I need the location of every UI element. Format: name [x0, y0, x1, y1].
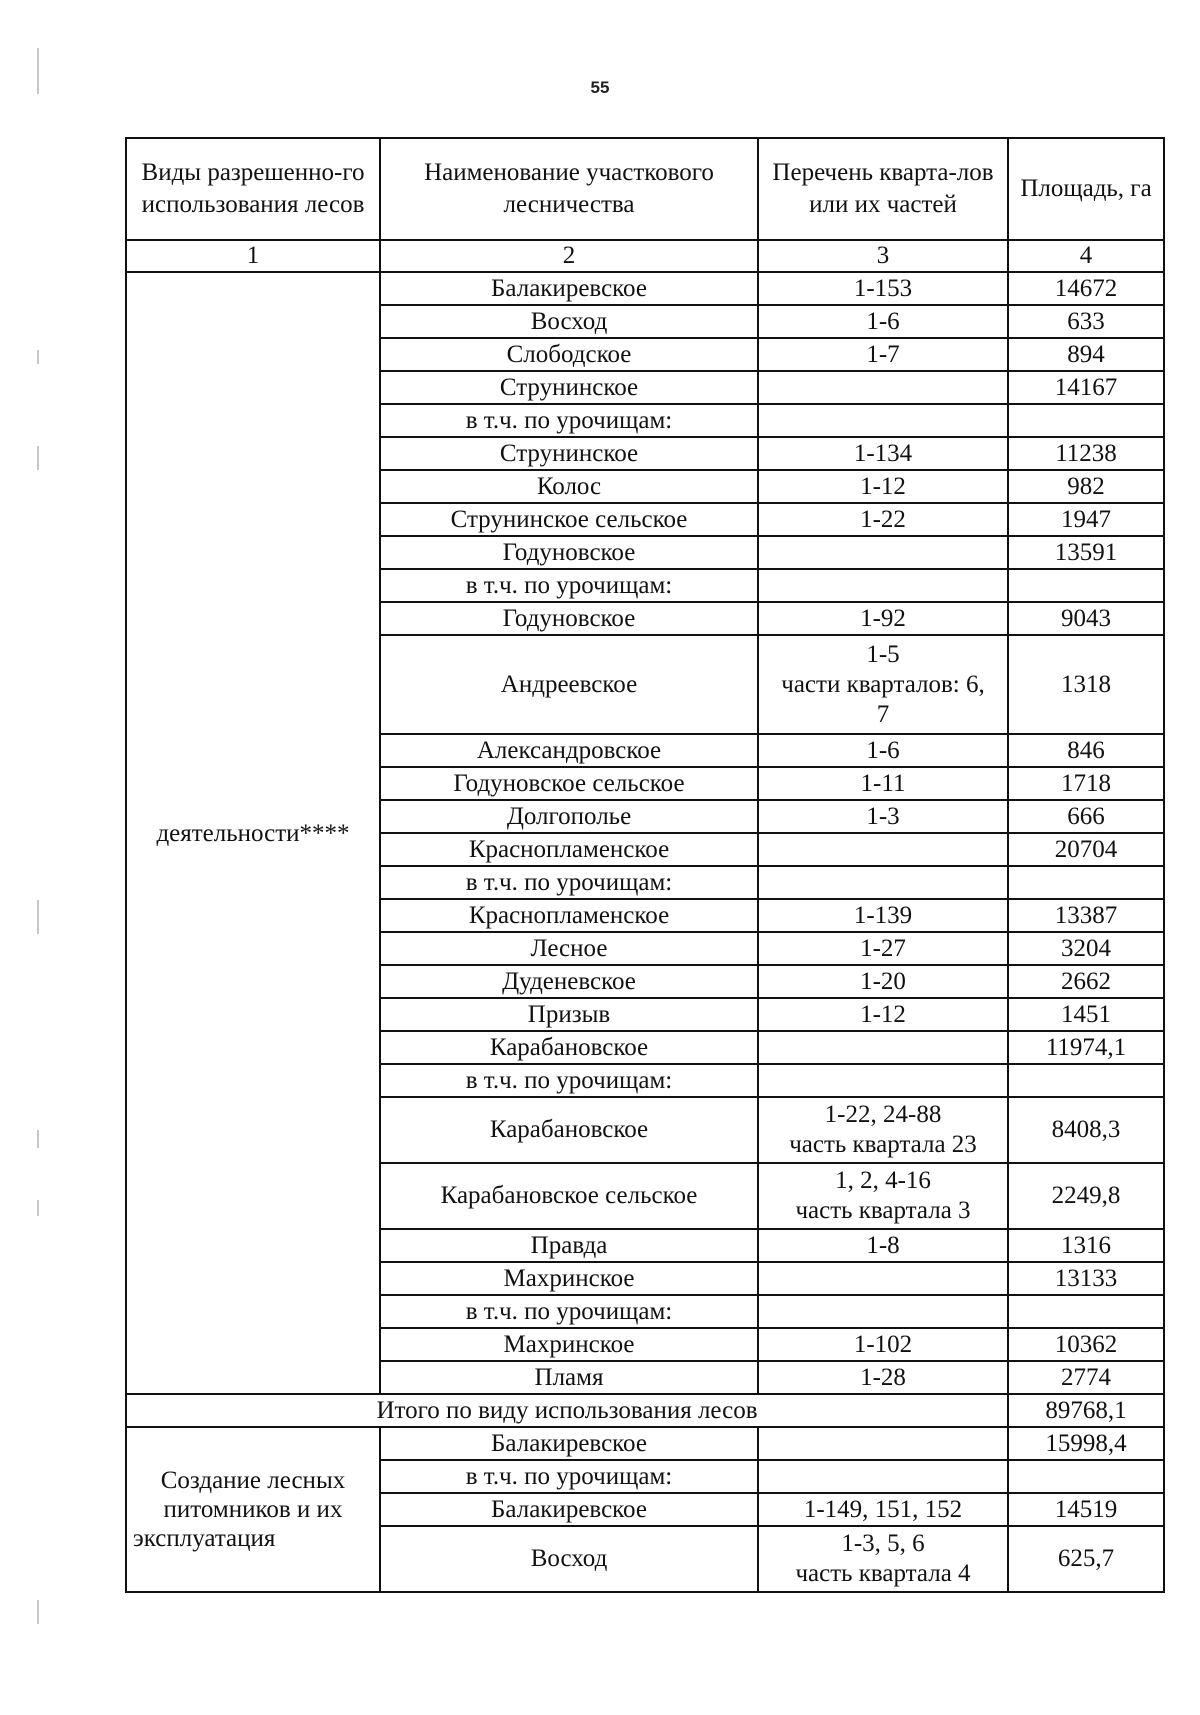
forestry-name-cell: Лесное — [380, 932, 758, 965]
area-cell: 633 — [1008, 305, 1164, 338]
forestry-name-cell: Правда — [380, 1229, 758, 1262]
quarters-cell: 1-22 — [758, 503, 1008, 536]
column-number: 2 — [380, 240, 758, 272]
scan-edge-mark — [37, 1200, 39, 1216]
forestry-name-cell: Балакиревское — [380, 1493, 758, 1526]
cell-line: часть квартала 3 — [795, 1197, 971, 1224]
column-number: 1 — [126, 240, 380, 272]
kind-of-use-cell: деятельности**** — [126, 272, 380, 1394]
forestry-name-cell: Краснопламенское — [380, 833, 758, 866]
forestry-name-cell: Махринское — [380, 1262, 758, 1295]
kind-of-use-cell: Создание лесных питомников и их эксплуатация — [126, 1427, 380, 1592]
quarters-cell: 1-134 — [758, 437, 1008, 470]
quarters-cell: 1-139 — [758, 899, 1008, 932]
area-cell: 11974,1 — [1008, 1031, 1164, 1064]
forest-use-table — [125, 137, 1165, 1593]
cell-line: 7 — [876, 700, 890, 728]
quarters-cell: 1-12 — [758, 998, 1008, 1031]
forestry-name-cell: Годуновское — [380, 536, 758, 569]
quarters-cell: 1-12 — [758, 470, 1008, 503]
area-cell: 1947 — [1008, 503, 1164, 536]
cell-line: 1-3, 5, 6 — [841, 1530, 925, 1557]
quarters-cell — [758, 371, 1008, 404]
forestry-name-cell: Пламя — [380, 1361, 758, 1394]
area-cell: 11238 — [1008, 437, 1164, 470]
quarters-cell — [758, 866, 1008, 899]
quarters-cell: 1-102 — [758, 1328, 1008, 1361]
forestry-name-cell: в т.ч. по урочищам: — [380, 1460, 758, 1493]
area-cell: 3204 — [1008, 932, 1164, 965]
header-forestry: Наименование участкового лесничества — [380, 138, 758, 240]
quarters-cell — [758, 404, 1008, 437]
area-cell: 1318 — [1008, 635, 1164, 734]
quarters-cell — [758, 1526, 1008, 1592]
area-cell — [1008, 569, 1164, 602]
quarters-cell — [758, 1460, 1008, 1493]
forestry-name-cell: в т.ч. по урочищам: — [380, 569, 758, 602]
forestry-name-cell: в т.ч. по урочищам: — [380, 1064, 758, 1097]
area-cell — [1008, 1295, 1164, 1328]
quarters-cell: 1-20 — [758, 965, 1008, 998]
area-cell: 9043 — [1008, 602, 1164, 635]
area-cell: 15998,4 — [1008, 1427, 1164, 1460]
quarters-cell: 1-149, 151, 152 — [758, 1493, 1008, 1526]
cell-line: части кварталов: 6, — [781, 670, 985, 698]
cell-line: часть квартала 23 — [789, 1131, 977, 1158]
forestry-name-cell: Восход — [380, 1526, 758, 1592]
quarters-cell — [758, 1097, 1008, 1163]
area-cell: 1451 — [1008, 998, 1164, 1031]
forestry-name-cell: Дуденевское — [380, 965, 758, 998]
area-cell: 2249,8 — [1008, 1163, 1164, 1229]
quarters-cell: 1-7 — [758, 338, 1008, 371]
forestry-name-cell: Струнинское сельское — [380, 503, 758, 536]
area-cell: 14167 — [1008, 371, 1164, 404]
forestry-name-cell: Карабановское сельское — [380, 1163, 758, 1229]
area-cell: 13387 — [1008, 899, 1164, 932]
area-cell — [1008, 1460, 1164, 1493]
area-cell — [1008, 404, 1164, 437]
scan-edge-mark — [37, 1600, 39, 1624]
forestry-name-cell: Балакиревское — [380, 272, 758, 305]
area-cell: 10362 — [1008, 1328, 1164, 1361]
quarters-cell: 1-28 — [758, 1361, 1008, 1394]
forestry-name-cell: Струнинское — [380, 437, 758, 470]
forestry-name-cell: Махринское — [380, 1328, 758, 1361]
column-number: 3 — [758, 240, 1008, 272]
area-cell: 1718 — [1008, 767, 1164, 800]
area-cell: 13133 — [1008, 1262, 1164, 1295]
area-cell: 982 — [1008, 470, 1164, 503]
quarters-cell — [758, 569, 1008, 602]
forestry-name-cell: Балакиревское — [380, 1427, 758, 1460]
forestry-name-cell: Карабановское — [380, 1031, 758, 1064]
cell-line: 1, 2, 4-16 — [835, 1167, 931, 1194]
header-area: Площадь, га — [1008, 138, 1164, 240]
total-label: Итого по виду использования лесов — [126, 1394, 1008, 1427]
area-cell: 2662 — [1008, 965, 1164, 998]
table-row — [126, 272, 1164, 305]
quarters-cell: 1-27 — [758, 932, 1008, 965]
area-cell: 14519 — [1008, 1493, 1164, 1526]
forestry-name-cell: Восход — [380, 305, 758, 338]
column-number: 4 — [1008, 240, 1164, 272]
quarters-cell — [758, 635, 1008, 734]
area-cell: 666 — [1008, 800, 1164, 833]
forestry-name-cell: в т.ч. по урочищам: — [380, 866, 758, 899]
table-row — [126, 1427, 1164, 1460]
quarters-cell: 1-8 — [758, 1229, 1008, 1262]
area-cell: 13591 — [1008, 536, 1164, 569]
total-row — [126, 1394, 1164, 1427]
forestry-name-cell: Струнинское — [380, 371, 758, 404]
forestry-name-cell: Краснопламенское — [380, 899, 758, 932]
area-cell — [1008, 866, 1164, 899]
quarters-cell: 1-11 — [758, 767, 1008, 800]
total-area: 89768,1 — [1008, 1394, 1164, 1427]
table-body — [126, 272, 1164, 1592]
header-quarters: Перечень кварта-лов или их частей — [758, 138, 1008, 240]
quarters-cell — [758, 1262, 1008, 1295]
forestry-name-cell: Призыв — [380, 998, 758, 1031]
page-number: 55 — [590, 78, 610, 97]
forestry-name-cell: Слободское — [380, 338, 758, 371]
forestry-name-cell: в т.ч. по урочищам: — [380, 1295, 758, 1328]
forestry-name-cell: Андреевское — [380, 635, 758, 734]
quarters-cell — [758, 536, 1008, 569]
forestry-name-cell: Карабановское — [380, 1097, 758, 1163]
quarters-cell: 1-6 — [758, 305, 1008, 338]
quarters-cell — [758, 1031, 1008, 1064]
area-cell: 2774 — [1008, 1361, 1164, 1394]
area-cell: 894 — [1008, 338, 1164, 371]
scan-edge-mark — [37, 900, 39, 934]
area-cell: 8408,3 — [1008, 1097, 1164, 1163]
quarters-cell — [758, 1163, 1008, 1229]
scan-edge-mark — [37, 446, 39, 470]
quarters-cell — [758, 1064, 1008, 1097]
quarters-cell — [758, 833, 1008, 866]
quarters-cell: 1-92 — [758, 602, 1008, 635]
quarters-cell: 1-6 — [758, 734, 1008, 767]
scan-edge-mark — [37, 350, 39, 364]
area-cell — [1008, 1064, 1164, 1097]
area-cell: 846 — [1008, 734, 1164, 767]
area-cell: 14672 — [1008, 272, 1164, 305]
quarters-cell — [758, 1427, 1008, 1460]
cell-line: 1-5 — [866, 640, 900, 668]
quarters-cell — [758, 1295, 1008, 1328]
forestry-name-cell: Долгополье — [380, 800, 758, 833]
quarters-cell: 1-3 — [758, 800, 1008, 833]
cell-line: часть квартала 4 — [795, 1560, 971, 1587]
forestry-name-cell: в т.ч. по урочищам: — [380, 404, 758, 437]
forestry-name-cell: Годуновское сельское — [380, 767, 758, 800]
forestry-name-cell: Колос — [380, 470, 758, 503]
forestry-name-cell: Александровское — [380, 734, 758, 767]
area-cell: 1316 — [1008, 1229, 1164, 1262]
cell-line: 1-22, 24-88 — [824, 1101, 942, 1128]
area-cell: 625,7 — [1008, 1526, 1164, 1592]
forestry-name-cell: Годуновское — [380, 602, 758, 635]
scan-edge-mark — [37, 1130, 39, 1148]
quarters-cell: 1-153 — [758, 272, 1008, 305]
area-cell: 20704 — [1008, 833, 1164, 866]
header-kind: Виды разрешенно-го использования лесов — [126, 138, 380, 240]
